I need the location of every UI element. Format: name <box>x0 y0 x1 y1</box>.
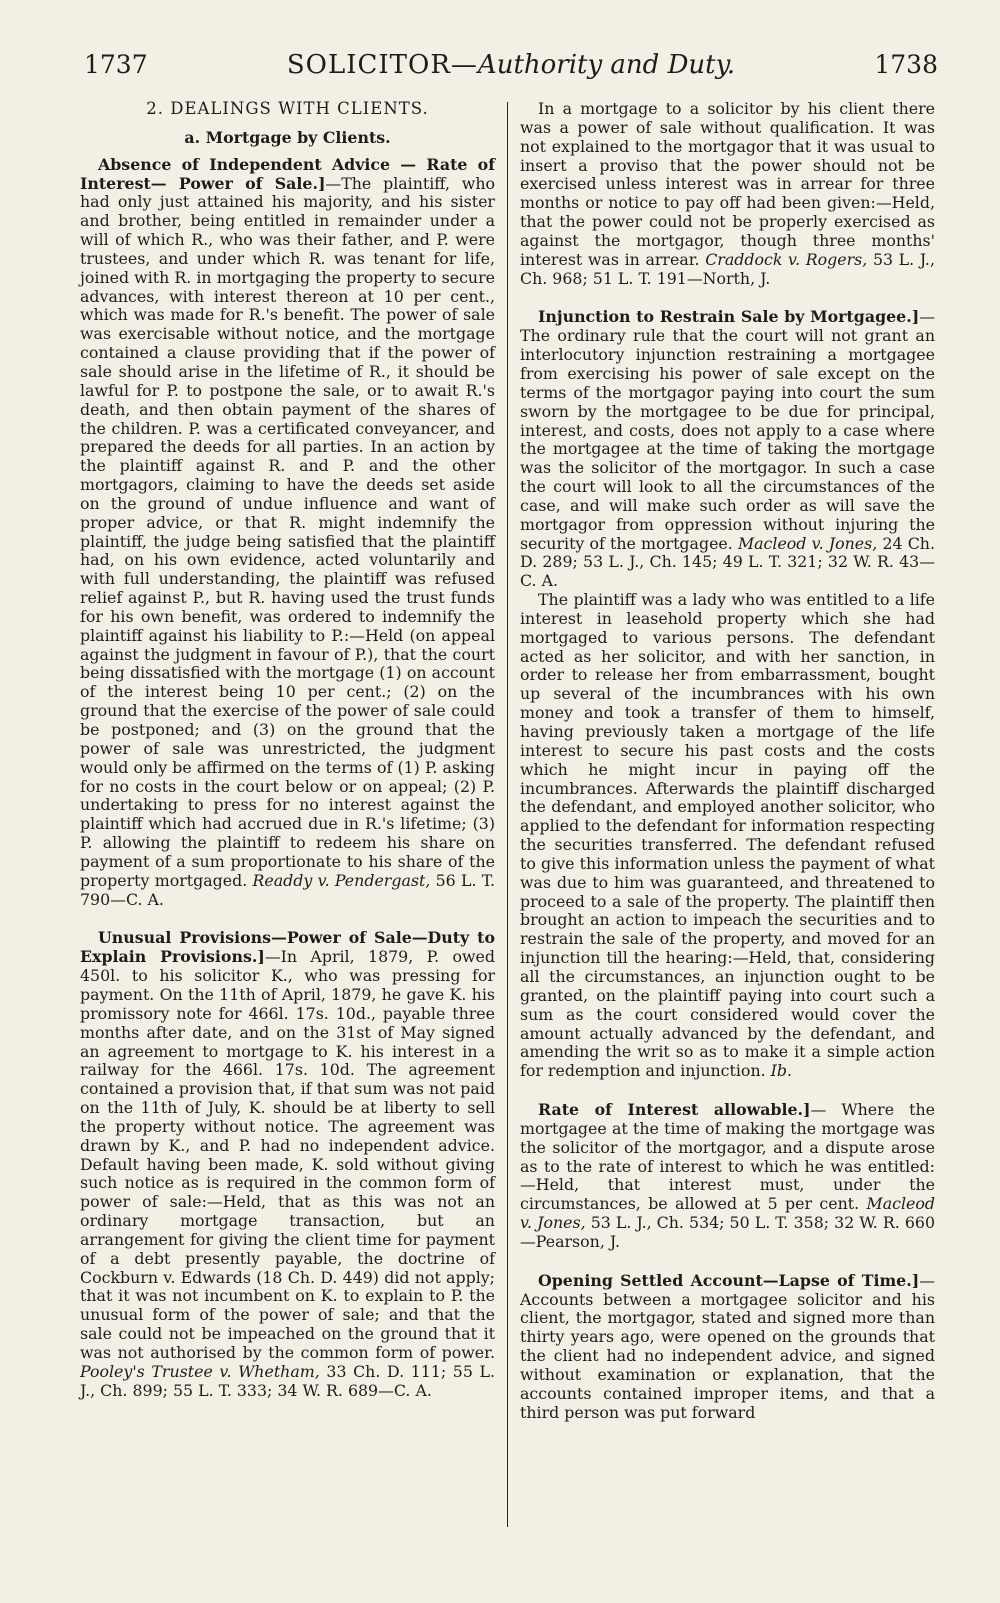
case-citation: Readdy v. Pendergast, <box>252 870 431 890</box>
entry-text: — Where the mortgagee at the time of making the mortgage was the solicitor of the mortgagor, and a dispute arose as to the rate of interest to which he was entitled:—Held, that interest must, under the circumstances, be allowed at 5 per cent. <box>520 1100 936 1214</box>
entry-heading: Opening Settled Account—Lapse of Time.] <box>538 1270 920 1290</box>
entry-unusual-provisions <box>80 929 495 1400</box>
page-number-right: 1738 <box>874 50 938 79</box>
case-citation: Craddock v. Rogers, <box>705 249 868 269</box>
right-column <box>520 100 935 1423</box>
entry-lady-plaintiff <box>520 591 935 1081</box>
entry-injunction <box>520 308 935 591</box>
entry-power-of-sale <box>520 100 935 288</box>
running-title-italic: Authority and Duty. <box>477 50 736 80</box>
report-reference: 56 L. T. 790—C. A. <box>80 870 495 909</box>
case-citation: Macleod v. Jones, <box>737 533 878 553</box>
entry-text: —In April, 1879, P. owed 450l. to his solicitor K., who was pressing for payment. On the 11th of April, 1879, he gave K. his promissory note for 466l. 17s. 10d., payable three months after date, and on the 31st of May signed an agreement to mortgage to K. his interest in a railway for the 466l. 17s. 10d. The agreement contained a provision that, if that sum was not paid on the 11th of July, K. should be at liberty to sell the property without notice. The agreement was drawn by K., and P. had no independent advice. Default having been made, K. sold without giving such notice as is required in the common form of power of sale:—Held, that as this was not an ordinary mortgage transaction, but an arrangement for giving the client time for payment of a debt presently payable, the doctrine of Cockburn v. Edwards (18 Ch. D. 449) did not apply; that it was not incumbent on K. to explain to P. the unusual form of the power of sale; and that the sale could not be impeached on the ground that it was not authorised by the common form of power. <box>80 947 495 1362</box>
column-divider <box>507 102 508 1527</box>
report-reference: 53 L. J., Ch. 534; 50 L. T. 358; 32 W. R. 660—Pearson, J. <box>520 1213 935 1251</box>
subsection-heading: a. Mortgage by Clients. <box>184 127 391 147</box>
entry-text: In a mortgage to a solicitor by his client there was a power of sale without qualification. It was not explained to the mortgagor that it was usual to insert a proviso that the power should not be exercised unless interest was in arrear for three months or notice to pay off had been given:—Held, that the power could not be properly exercised as against the mortgagor, though three months' interest was in arrear. <box>520 99 935 269</box>
entry-heading: Unusual Provisions—Power of Sale—Duty to Explain Provisions.] <box>80 928 495 967</box>
entry-absence-of-advice <box>80 156 495 910</box>
entry-text: —The plaintiff, who had only just attained his majority, and his sister and brother, being entitled in remainder under a will of which R., who was their father, and P. were trustees, and under which R. was tenant for life, joined with R. in mortgaging the property to secure advances, with interest thereon at 10 per cent., which was made for R.'s benefit. The power of sale was exercisable without notice, and the mortgage contained a clause providing that if the power of sale should arise in the lifetime of R., it should be lawful for P. to postpone the sale, or to await R.'s death, and then obtain payment of the shares of the children. P. was a certificated conveyancer, and prepared the deeds for all parties. In an action by the plaintiff against R. and P. and the other mortgagors, claiming to have the deeds set aside on the ground of undue influence and want of proper advice, or that R. might indemnify the plaintiff, the judge being satisfied that the plaintiff had, on his own evidence, acted voluntarily and with full understanding, the plaintiff was refused relief against P., but R. having used the trust funds for his own benefit, was ordered to indemnify the plaintiff against his liability to P.:—Held (on appeal against the judgment in favour of P.), that the court being dissatisfied with the mortgage (1) on account of the interest being 10 per cent.; (2) on the ground that the exercise of the power of sale could be postponed; and (3) on the ground that the power of sale was unrestricted, the judgment would only be affirmed on the terms of (1) P. asking for no costs in the court below or on appeal; (2) P. undertaking to press for no interest against the plaintiff which had accrued due in R.'s lifetime; (3) P. allowing the plaintiff to redeem his share on payment of a sum proportionate to his share of the property mortgaged. <box>80 173 495 890</box>
case-citation: Ib. <box>770 1061 793 1081</box>
entry-heading: Absence of Independent Advice — Rate of Interest— Power of Sale.] <box>80 154 495 193</box>
running-title-main: SOLICITOR— <box>286 50 478 80</box>
running-title <box>287 50 735 80</box>
entry-heading: Injunction to Restrain Sale by Mortgagee.] <box>538 307 920 327</box>
entry-text: —The ordinary rule that the court will not grant an interlocutory injunction restraining a mortgagee from exercising his power of sale except on the terms of the mortgagor paying into court the sum sworn by the mortgagee to be due for principal, interest, and costs, does not apply to a case where the mortgagee at the time of taking the mortgage was the solicitor of the mortgagor. In such a case the court will look to all the circumstances of the case, and will make such order as will save the mortgagor from oppression without injuring the security of the mortgagee. <box>520 307 935 553</box>
report-reference: 53 L. J., Ch. 968; 51 L. T. 191—North, J. <box>520 249 935 288</box>
left-column <box>80 100 495 1401</box>
report-reference: 33 Ch. D. 111; 55 L. J., Ch. 899; 55 L. T. 333; 34 W. R. 689—C. A. <box>80 1361 495 1400</box>
case-citation: Macleod v. Jones, <box>520 1194 935 1233</box>
entry-rate-of-interest <box>520 1101 935 1252</box>
entry-opening-settled-account <box>520 1272 935 1423</box>
running-header <box>84 50 938 90</box>
case-citation: Pooley's Trustee v. Whetham, <box>80 1361 320 1381</box>
report-reference: 24 Ch. D. 289; 53 L. J., Ch. 145; 49 L. T. 321; 32 W. R. 43—C. A. <box>520 533 935 591</box>
entry-text: —Accounts between a mortgagee solicitor and his client, the mortgagor, stated and signed more than thirty years ago, were opened on the grounds that the client had no independent advice, and signed without examination or explanation, that the accounts contained improper items, and that a third person was put forward <box>520 1270 935 1422</box>
page-number-left: 1737 <box>84 50 148 79</box>
section-heading: 2. DEALINGS WITH CLIENTS. <box>146 99 429 118</box>
entry-text: The plaintiff was a lady who was entitled to a life interest in leasehold property which she had mortgaged to various persons. The defendant acted as her solicitor, and with her sanction, in order to release her from embarrassment, bought up several of the incumbrances with his own money and took a transfer of them to himself, having previously taken a mortgage of the life interest to secure his past costs and the costs which he might incur in paying off the incumbrances. Afterwards the plaintiff discharged the defendant, and employed another solicitor, who applied to the defendant for information respecting the securities transferred. The defendant refused to give this information unless the payment of what was due to him was guaranteed, and threatened to proceed to a sale of the property. The plaintiff then brought an action to impeach the securities and to restrain the sale of the property, and moved for an injunction till the hearing:—Held, that, considering all the circumstances, an injunction ought to be granted, on the plaintiff paying into court such a sum as the court considered would cover the amount actually advanced by the defendant, and amending the writ so as to make it a simple action for redemption and injunction. <box>520 590 935 1081</box>
entry-heading: Rate of Interest allowable.] <box>538 1100 811 1120</box>
